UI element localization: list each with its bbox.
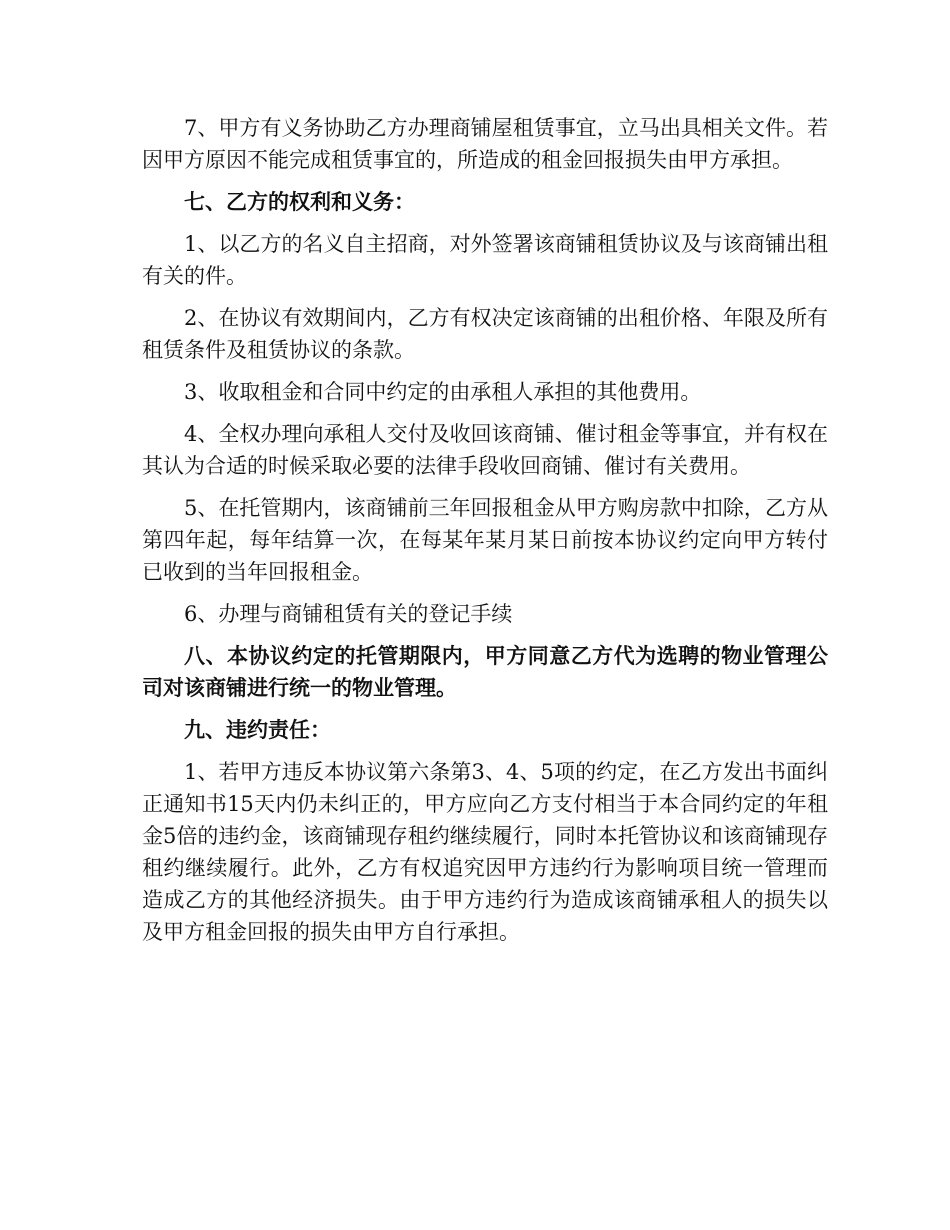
section-heading-breach-liability: 九、违约责任： <box>184 718 331 742</box>
paragraph-item-1: 1、以乙方的名义自主招商，对外签署该商铺租赁协议及与该商铺出租有关的件。 <box>142 232 828 288</box>
paragraph-item-3: 3、收取租金和合同中约定的由承租人承担的其他费用。 <box>184 380 702 404</box>
paragraph-item-5: 5、在托管期内，该商铺前三年回报租金从甲方购房款中扣除，乙方从第四年起，每年结算一次，在每某年某月某日前按本协议约定向甲方转付已收到的当年回报租金。 <box>142 496 828 584</box>
section-heading-property-management: 八、本协议约定的托管期限内，甲方同意乙方代为选聘的物业管理公司对该商铺进行统一的物业管理。 <box>142 644 828 700</box>
paragraph-breach-item-1: 1、若甲方违反本协议第六条第3、4、5项的约定，在乙方发出书面纠正通知书15天内仍未纠正的，甲方应向乙方支付相当于本合同约定的年租金5倍的违约金，该商铺现存租约继续履行，同时本托管协议和该商铺现存租约继续履行。此外，乙方有权追究因甲方违约行为影响项目统一管理而造成乙方的其他经济损失。由于甲方违约行为造成该商铺承租人的损失以及甲方租金回报的损失由甲方自行承担。 <box>142 760 828 944</box>
document-body <box>142 112 828 958</box>
paragraph-item-7: 7、甲方有义务协助乙方办理商铺屋租赁事宜，立马出具相关文件。若因甲方原因不能完成租赁事宜的，所造成的租金回报损失由甲方承担。 <box>142 116 828 172</box>
paragraph-item-2: 2、在协议有效期间内，乙方有权决定该商铺的出租价格、年限及所有租赁条件及租赁协议的条款。 <box>142 306 828 362</box>
paragraph-item-6: 6、办理与商铺租赁有关的登记手续 <box>184 602 513 626</box>
section-heading-rights-obligations: 七、乙方的权利和义务： <box>184 190 415 214</box>
paragraph-item-4: 4、全权办理向承租人交付及收回该商铺、催讨租金等事宜，并有权在其认为合适的时候采取必要的法律手段收回商铺、催讨有关费用。 <box>142 422 828 478</box>
